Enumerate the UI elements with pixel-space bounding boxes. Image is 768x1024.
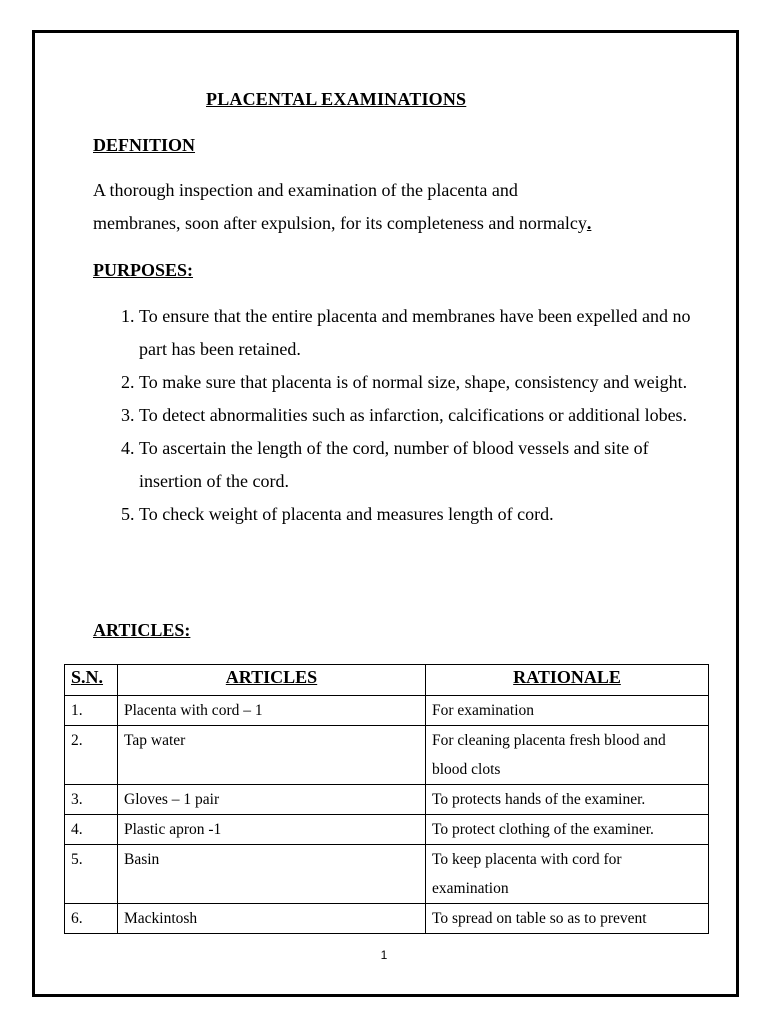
cell-sn: 5.: [65, 845, 118, 904]
column-header-sn: [65, 665, 118, 696]
definition-line-2-text: membranes, soon after expulsion, for its completeness and normalcy: [93, 213, 587, 233]
table-row: [65, 815, 709, 845]
cell-sn: 6.: [65, 904, 118, 934]
column-header-articles-text: ARTICLES: [225, 667, 318, 687]
cell-rationale: To spread on table so as to prevent: [426, 904, 709, 934]
column-header-rationale: [426, 665, 709, 696]
definition-line-1: A thorough inspection and examination of the placenta and: [93, 180, 518, 200]
table-row: [65, 726, 709, 785]
cell-sn: 3.: [65, 785, 118, 815]
page-number: 1: [380, 948, 388, 962]
cell-article: Gloves – 1 pair: [118, 785, 426, 815]
definition-line-2-end: .: [586, 213, 592, 233]
column-header-articles: [118, 665, 426, 696]
column-header-sn-text: S.N.: [71, 667, 104, 687]
definition-heading: DEFNITION: [93, 135, 196, 155]
articles-heading: ARTICLES:: [93, 620, 191, 640]
cell-sn: 1.: [65, 696, 118, 726]
definition-line-2: [93, 207, 693, 240]
cell-article: Mackintosh: [118, 904, 426, 934]
cell-sn: 4.: [65, 815, 118, 845]
cell-article: Placenta with cord – 1: [118, 696, 426, 726]
cell-rationale: For examination: [426, 696, 709, 726]
column-header-rationale-text: RATIONALE: [513, 667, 621, 687]
table-row: [65, 785, 709, 815]
articles-table: [64, 664, 709, 934]
cell-sn: 2.: [65, 726, 118, 785]
purposes-heading: PURPOSES:: [93, 260, 194, 280]
purpose-item: 4. To ascertain the length of the cord, number of blood vessels and site of insertion of the cord.: [139, 432, 693, 498]
table-row: [65, 696, 709, 726]
cell-article: Basin: [118, 845, 426, 904]
table-row: [65, 845, 709, 904]
table-row: [65, 904, 709, 934]
cell-rationale: For cleaning placenta fresh blood and blood clots: [426, 726, 709, 785]
table-header-row: [65, 665, 709, 696]
definition-text: [93, 174, 693, 240]
cell-article: Tap water: [118, 726, 426, 785]
cell-rationale: To protect clothing of the examiner.: [426, 815, 709, 845]
purpose-item: 3. To detect abnormalities such as infarction, calcifications or additional lobes.: [139, 399, 693, 432]
cell-rationale: To keep placenta with cord for examination: [426, 845, 709, 904]
purpose-item: 2. To make sure that placenta is of normal size, shape, consistency and weight.: [139, 366, 693, 399]
purpose-item: 1. To ensure that the entire placenta and membranes have been expelled and no part has been retained.: [139, 300, 693, 366]
purpose-item: 5. To check weight of placenta and measures length of cord.: [139, 498, 693, 531]
purposes-list: [93, 300, 693, 531]
cell-article: Plastic apron -1: [118, 815, 426, 845]
document-title: PLACENTAL EXAMINATIONS: [206, 89, 467, 109]
cell-rationale: To protects hands of the examiner.: [426, 785, 709, 815]
